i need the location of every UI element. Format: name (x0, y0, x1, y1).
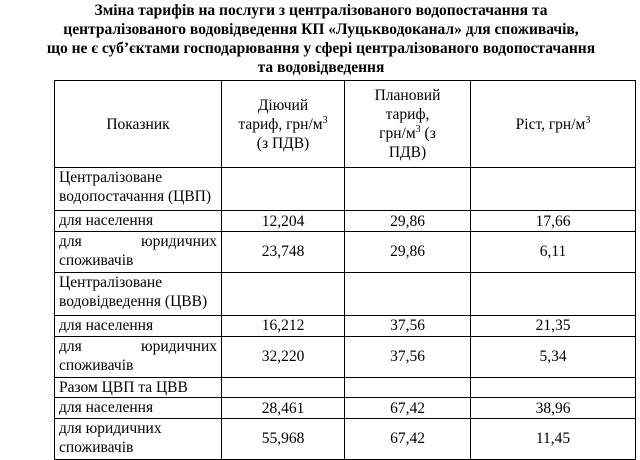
value-current: 12,204 (222, 211, 345, 232)
value-planned: 37,56 (345, 316, 471, 337)
empty-cell (345, 273, 471, 316)
value-growth: 38,96 (471, 398, 636, 419)
header-planned-line3b: (з (420, 125, 436, 143)
header-planned-line4: ПДВ) (388, 144, 427, 162)
header-current-line3: (з ПДВ) (256, 134, 310, 152)
section-cvp-line2: водопостачання (ЦВП) (59, 188, 212, 206)
section-total-label: Разом ЦВП та ЦВВ (55, 377, 222, 398)
header-current-tariff (222, 81, 345, 168)
header-current-line1: Діючий (257, 96, 309, 114)
row-label-word: для (59, 337, 82, 355)
table-row (55, 168, 636, 211)
header-planned-line2: тариф, (385, 106, 430, 124)
table-row (55, 377, 636, 398)
table-header-row (55, 81, 636, 168)
empty-cell (471, 377, 636, 398)
value-planned: 29,86 (345, 211, 471, 232)
header-growth-text: Ріст, грн/м (515, 115, 586, 133)
value-growth: 6,11 (471, 231, 636, 272)
row-label-line1 (59, 337, 217, 356)
row-label (55, 418, 222, 459)
empty-cell (222, 377, 345, 398)
row-label-line2: споживачів (59, 356, 134, 374)
value-growth: 21,35 (471, 316, 636, 337)
row-label: для населення (55, 398, 222, 419)
value-planned: 37,56 (345, 336, 471, 377)
header-planned-tariff (345, 81, 471, 168)
table-row (55, 418, 636, 459)
value-planned: 67,42 (345, 418, 471, 459)
tariff-table (54, 80, 636, 460)
header-current-sup: 3 (322, 114, 328, 126)
value-current: 16,212 (222, 316, 345, 337)
table-row (55, 398, 636, 419)
row-label-line1 (59, 232, 217, 251)
table-row (55, 273, 636, 316)
value-growth: 11,45 (471, 418, 636, 459)
title-line-2: централізованого водовідведення КП «Луцькводоканал» для споживачів, (63, 21, 579, 38)
header-indicator (55, 81, 222, 168)
value-current: 28,461 (222, 398, 345, 419)
table-row (55, 336, 636, 377)
row-label-word: юридичних (141, 337, 217, 355)
document-title (8, 1, 634, 77)
row-label-line1: для юридичних (59, 419, 162, 437)
value-planned: 67,42 (345, 398, 471, 419)
empty-cell (471, 273, 636, 316)
row-label-line2: споживачів (59, 251, 134, 269)
row-label (55, 336, 222, 377)
header-indicator-text: Показник (106, 115, 170, 133)
section-cvv-label (55, 273, 222, 316)
empty-cell (222, 168, 345, 211)
empty-cell (471, 168, 636, 211)
row-label: для населення (55, 316, 222, 337)
title-line-3: що не є суб’єктами господарювання у сфері централізованого водопостачання (46, 40, 596, 57)
header-current-line2: тариф, грн/м (238, 115, 323, 133)
row-label-word: для (59, 232, 82, 250)
empty-cell (345, 168, 471, 211)
value-current: 23,748 (222, 231, 345, 272)
header-planned-sup: 3 (415, 123, 421, 135)
title-line-4: та водовідведення (257, 59, 385, 76)
header-planned-line1: Плановий (374, 87, 441, 105)
title-line-1: Зміна тарифів на послуги з централізованого водопостачання та (94, 2, 548, 19)
row-label-line2: споживачів (59, 438, 134, 456)
row-label (55, 231, 222, 272)
value-planned: 29,86 (345, 231, 471, 272)
table-row (55, 231, 636, 272)
header-planned-line3: грн/м (379, 125, 416, 143)
section-cvp-label (55, 168, 222, 211)
section-cvv-line1: Централізоване (59, 274, 163, 292)
value-current: 32,220 (222, 336, 345, 377)
header-growth (471, 81, 636, 168)
table-row (55, 316, 636, 337)
value-current: 55,968 (222, 418, 345, 459)
header-growth-sup: 3 (585, 114, 591, 126)
section-cvp-line1: Централізоване (59, 169, 163, 187)
row-label-word: юридичних (141, 232, 217, 250)
value-growth: 5,34 (471, 336, 636, 377)
row-label: для населення (55, 211, 222, 232)
empty-cell (222, 273, 345, 316)
value-growth: 17,66 (471, 211, 636, 232)
section-cvv-line2: водовідведення (ЦВВ) (59, 293, 208, 311)
table-row (55, 211, 636, 232)
empty-cell (345, 377, 471, 398)
